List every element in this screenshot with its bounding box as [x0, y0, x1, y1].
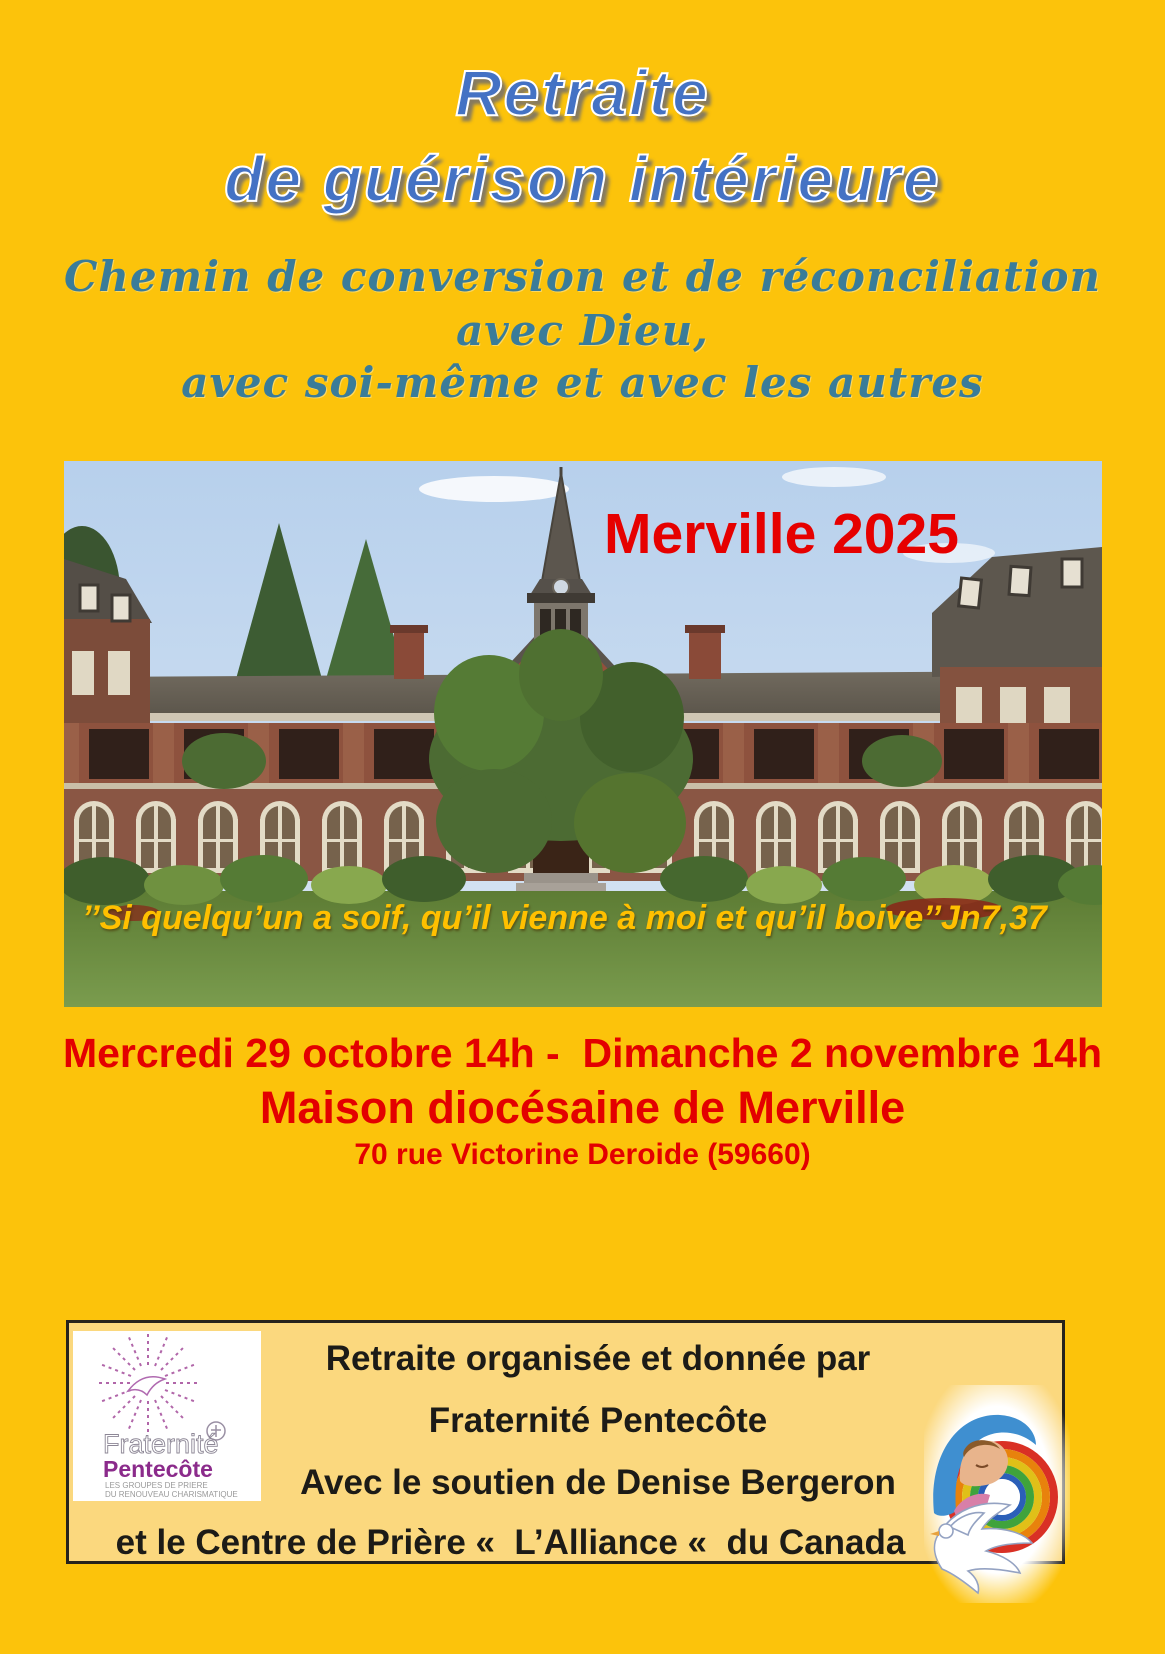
clock [553, 579, 569, 595]
cloud [782, 467, 886, 487]
poster-subtitle-line1: Chemin de conversion et de réconciliation [63, 252, 1102, 301]
monastery-photo [64, 461, 1102, 1007]
logo-name2: Pentecôte [103, 1456, 213, 1482]
dove-burst-icon [73, 1331, 261, 1501]
organizer-line1: Retraite organisée et donnée par [325, 1339, 871, 1378]
poster-title-line1: Retraite [455, 57, 710, 129]
photo-headline: Merville 2025 [604, 502, 959, 566]
organizer-line3: Avec le soutien de Denise Bergeron [300, 1463, 896, 1502]
fraternite-pentecote-logo [73, 1331, 261, 1501]
logo-tagline1: LES GROUPES DE PRIERE [105, 1481, 208, 1490]
belfry-cornice [527, 593, 595, 603]
mary-dove-rainbow-logo [924, 1385, 1070, 1603]
logo-name1: Fraternité [103, 1429, 219, 1459]
bible-quote: ’’Si quelqu’un a soif, qu’il vienne à moi et qu’il boive’’Jn7,37 [82, 899, 1047, 937]
poster-title-line2: de guérison intérieure [224, 143, 941, 215]
venue-address: 70 rue Victorine Deroide (59660) [354, 1138, 811, 1171]
cloud [419, 476, 569, 502]
organizer-box [66, 1320, 1065, 1564]
organizer-line2: Fraternité Pentecôte [428, 1401, 768, 1440]
venue-name: Maison diocésaine de Merville [259, 1082, 906, 1133]
poster-subtitle-line3: avec soi-même et avec les autres [181, 358, 984, 407]
organizer-line4: et le Centre de Prière « L’Alliance « du Canada [115, 1523, 906, 1562]
mary-dove-rainbow-icon [924, 1385, 1070, 1603]
dove-icon [128, 1377, 165, 1395]
schedule-line: Mercredi 29 octobre 14h - Dimanche 2 novembre 14h [62, 1030, 1103, 1076]
logo-tagline2: DU RENOUVEAU CHARISMATIQUE [105, 1490, 238, 1499]
poster-subtitle-line2: avec Dieu, [456, 306, 709, 355]
